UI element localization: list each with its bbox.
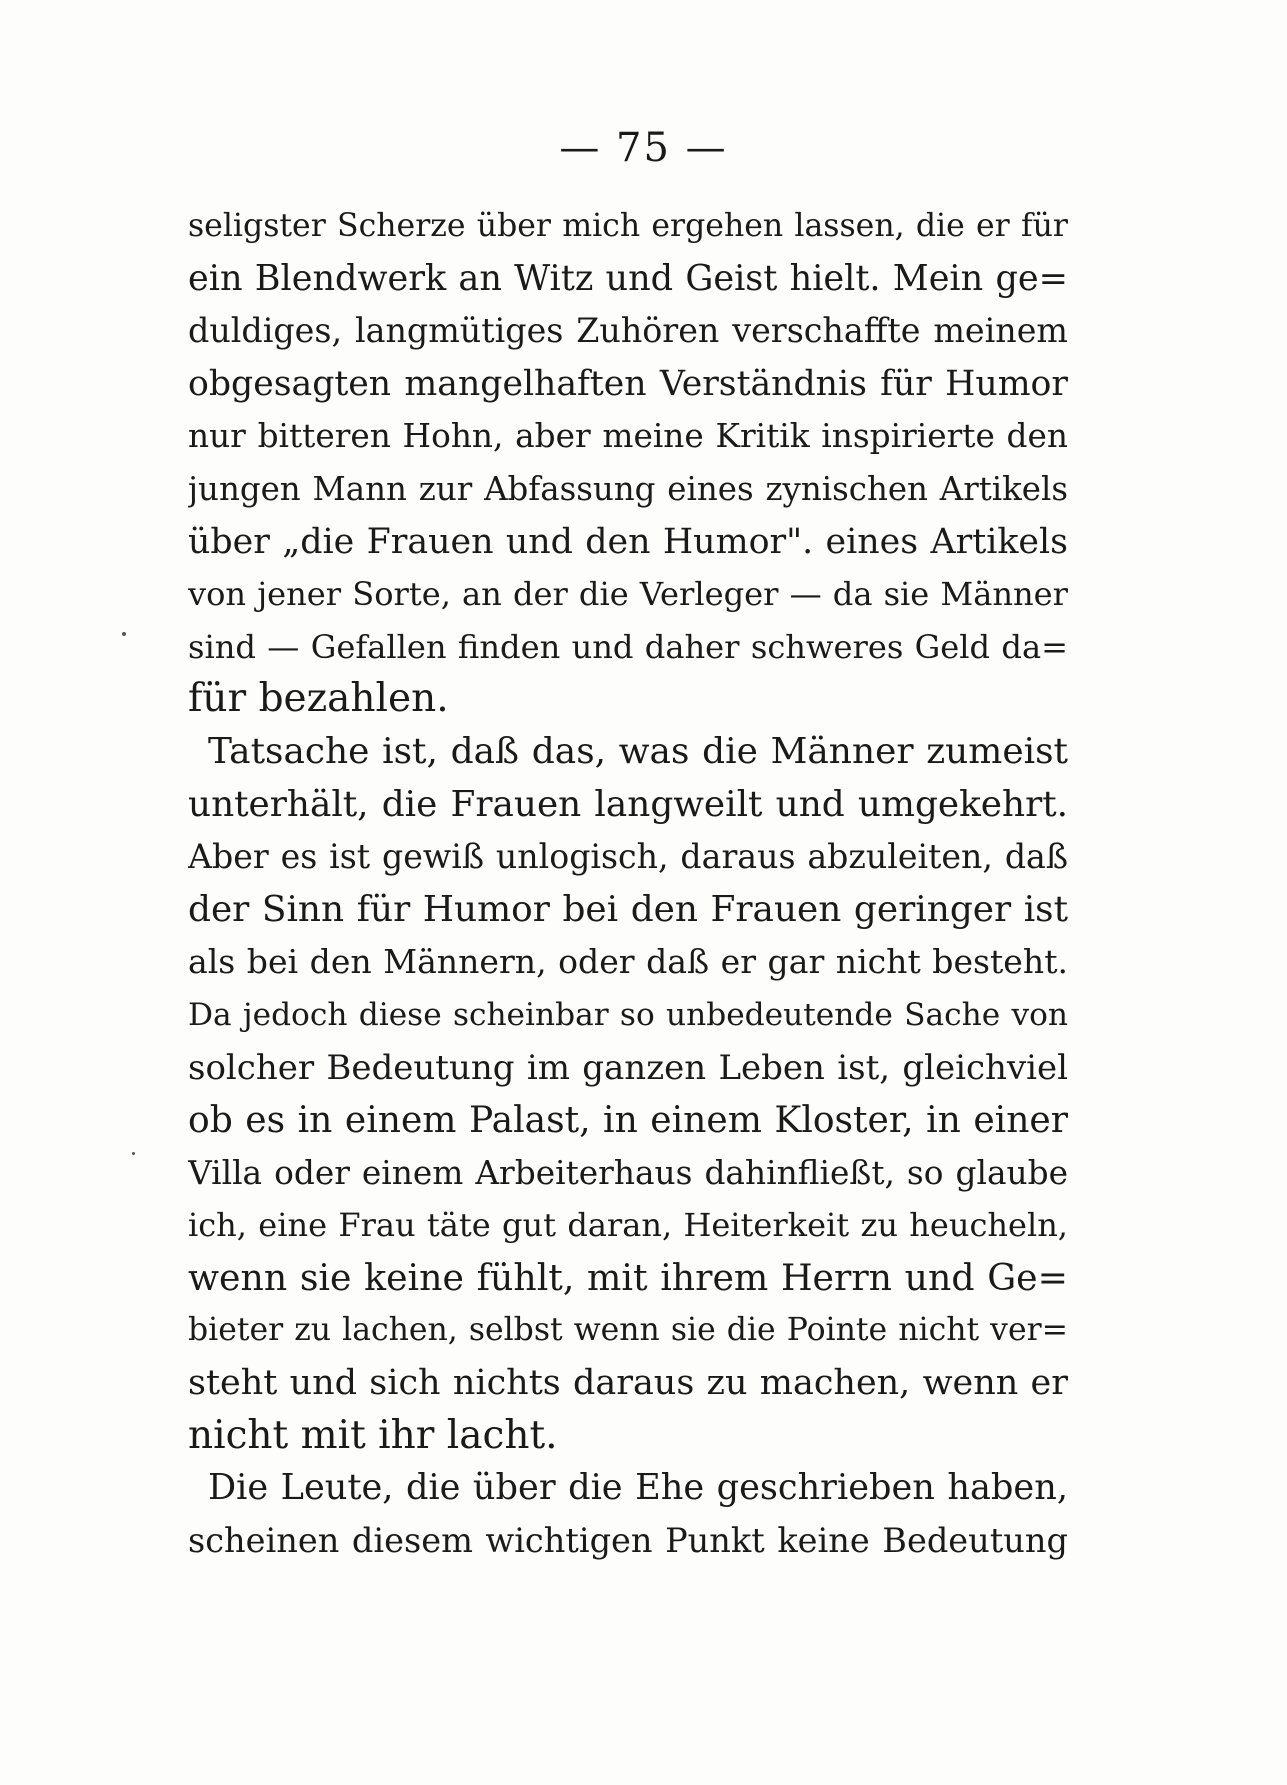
text-line: für bezahlen. [188,676,449,722]
text-line: nicht mit ihr lacht. [188,1412,558,1458]
text-line: über „die Frauen und den Humor". eines Artikels [188,521,1068,562]
text-line: ob es in einem Palast, in einem Kloster, in einer [188,1099,1068,1142]
text-line: ein Blendwerk an Witz und Geist hielt. Mein ge= [188,257,1068,299]
text-line: unterhält, die Frauen langweilt und umgekehrt. [188,783,1068,825]
text-line: der Sinn für Humor bei den Frauen geringer ist [188,888,1068,930]
text-line: Die Leute, die über die Ehe geschrieben haben, [208,1467,1068,1509]
text-line: Villa oder einem Arbeiterhaus dahinfließt, so glaube [188,1153,1068,1192]
text-line: duldiges, langmütiges Zuhören verschaffte meinem [188,311,1068,351]
page-number: — 75 — [559,125,728,171]
paragraph [188,200,1068,726]
text-line: obgesagten mangelhaften Verständnis für Humor [188,363,1068,404]
text-line: Tatsache ist, daß das, was die Männer zumeist [208,730,1068,772]
text-line: solcher Bedeutung im ganzen Leben ist, gleichviel [188,1047,1068,1088]
text-line: seligster Scherze über mich ergehen lassen, die er für [188,208,1068,244]
body-text [188,200,1068,1567]
text-line: ich, eine Frau täte gut daran, Heiterkeit zu heucheln, [188,1206,1068,1245]
text-line: Aber es ist gewiß unlogisch, daraus abzuleiten, daß [188,837,1068,877]
text-line: jungen Mann zur Abfassung eines zynischen Artikels [188,469,1068,508]
print-speck [132,1152,135,1155]
text-line: als bei den Männern, oder daß er gar nicht besteht. [188,942,1068,982]
paragraph [188,726,1068,1462]
text-line: von jener Sorte, an der die Verleger — da sie Männer [188,575,1068,614]
paragraph [188,1462,1068,1567]
text-line: steht und sich nichts daraus zu machen, wenn er [188,1363,1068,1404]
text-line: wenn sie keine fühlt, mit ihrem Herrn und Ge= [188,1255,1068,1299]
text-line: bieter zu lachen, selbst wenn sie die Pointe nicht ver= [188,1312,1068,1349]
text-line: scheinen diesem wichtigen Punkt keine Bedeutung [188,1520,1068,1560]
text-line: sind — Gefallen finden und daher schweres Geld da= [188,627,1068,666]
text-line: Da jedoch diese scheinbar so unbedeutende Sache von [188,996,1068,1033]
text-line: nur bitteren Hohn, aber meine Kritik inspirierte den [188,417,1068,456]
print-speck [122,632,126,636]
